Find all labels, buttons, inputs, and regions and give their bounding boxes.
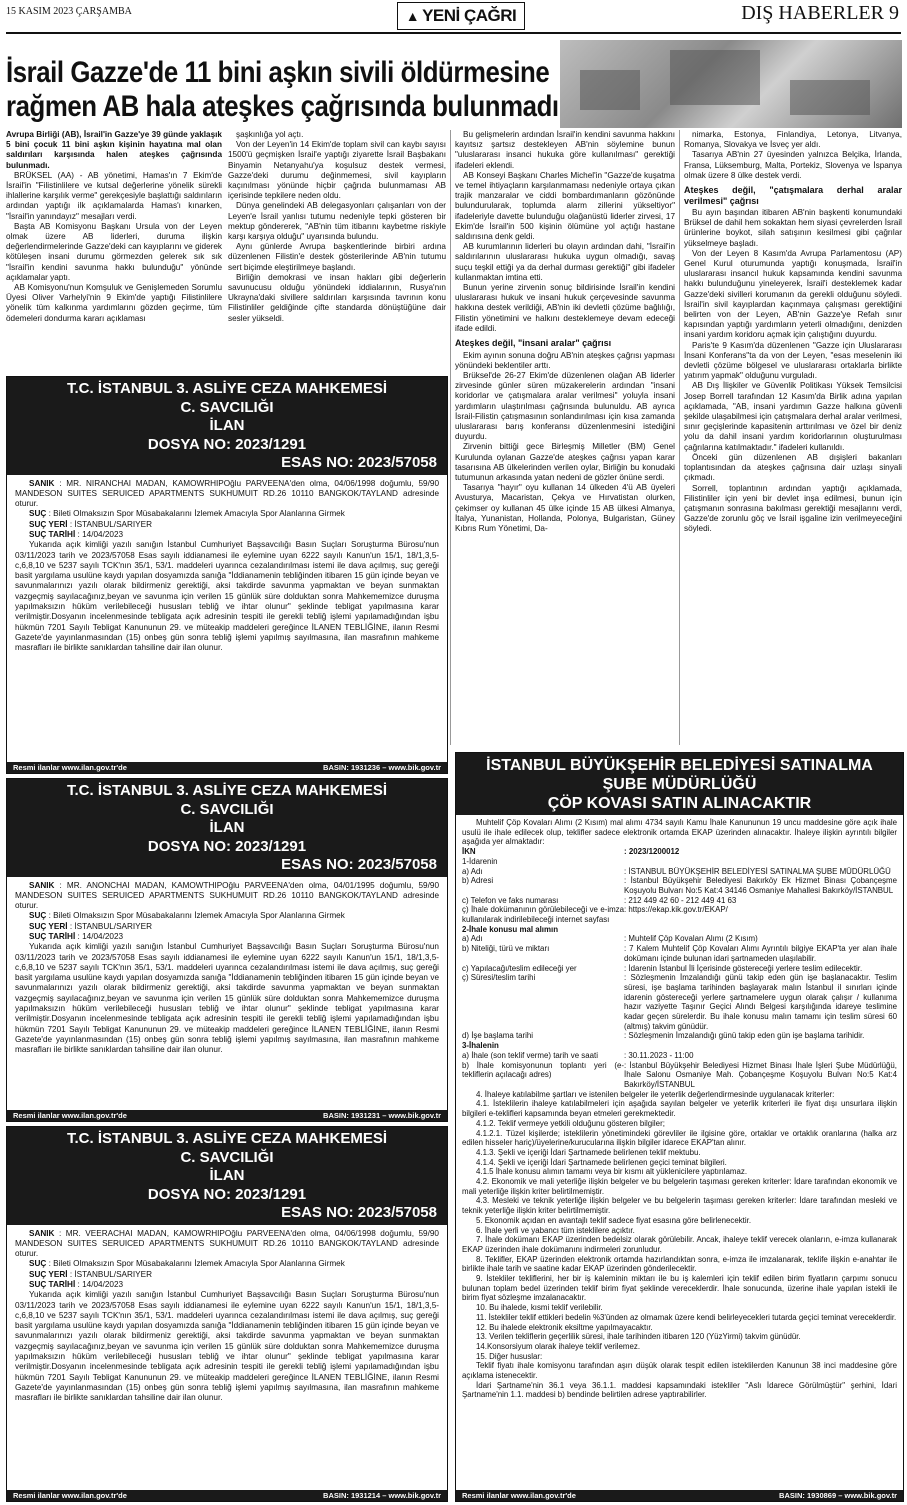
tender-dept: ŞUBE MÜDÜRLÜĞÜ — [602, 776, 757, 793]
crime: : Bileti Olmaksızın Spor Müsabakalarını İzlemek Amacıyla Spor Alanlarına Girmek — [48, 1259, 345, 1269]
article-lead: Avrupa Birliği (AB), İsrail'in Gazze'ye 39 günde yaklaşık 5 bini çocuk 11 bini aşkın kişinin hayatına mal olan saldırıları karşısında halen ateşkes çağrısında bulunmadı. — [6, 130, 222, 170]
footer-left: Resmi ilanlar www.ilan.gov.tr'de — [462, 1491, 576, 1500]
field-value: : İstanbul Büyükşehir Belediyesi Hizmet Binası İhale İşleri Şube Müdürlüğü, İhale Salonu Osmaniye Mah. Çobançeşme Koşuyolu Bulvarı No:5 Kat:4 Bakırköy/İSTANBUL — [624, 1060, 897, 1089]
crime: : Bileti Olmaksızın Spor Müsabakalarını İzlemek Amacıyla Spor Alanlarına Girmek — [48, 509, 345, 519]
newspaper-logo — [397, 2, 525, 30]
notice-case-no: ESAS NO: 2023/57058 — [281, 856, 437, 873]
tender-clause: 4.1.2.1. Tüzel kişilerde; isteklilerin yönetimindeki görevliler ile ilgisine göre, ortaklar ve ortaklık oranlarına (halka arz edilen hisseler hariç)/üyelerine/kurucularına ilişkin bilgiler idarece EKAP'tan alınır. — [462, 1128, 897, 1148]
field-label: ç) Süresi/teslim tarihi — [462, 973, 536, 983]
notice-case-no: ESAS NO: 2023/57058 — [281, 1204, 437, 1221]
tender-clauses — [462, 1090, 897, 1401]
tender-org: İSTANBUL BÜYÜKŞEHİR BELEDİYESİ SATINALMA — [486, 757, 873, 774]
article-col-2 — [228, 130, 446, 368]
field-value: : İstanbul Büyükşehir Belediyesi Bakırköy Ek Hizmet Binası Çobançeşme Koşuyolu Bulvarı No:5 Kat:4 34146 Osmaniye Mahallesi Bakırköy/İSTANBUL — [624, 876, 897, 895]
label: SUÇ YERİ — [29, 921, 68, 931]
tender-clause: 4.1. İsteklilerin ihaleye katılabilmeleri için aşağıda sayılan belgeler ve yeterlik kriterleri ile fiyat dışı unsurlara ilişkin bilgileri e-teklifleri kapsamında beyan etmeleri gerekmektedir. — [462, 1099, 897, 1119]
article-paragraph: Paris'te 9 Kasım'da düzenlenen "Gazze için Uluslararası İnsani Konferans"ta da von der Leyen, "esas meselenin iki devletli çözüme bölgesel ve uluslararası ortaklarla birlikte yatırım yapmak" olduğunu vurguladı. — [684, 340, 902, 381]
field-label: ç) İhale dokümanının görülebileceği ve e-imza kullanılarak indirilebileceği internet sayfası — [462, 905, 624, 925]
notice-type: İLAN — [209, 417, 245, 434]
tender-notice — [455, 752, 904, 1502]
notice-text: Yukarıda açık kimliği yazılı sanığın İstanbul Cumhuriyet Başsavcılığı Basın Suçları Soruşturma Bürosu'nun 03/11/2023 tarih ve 2023/57058 Esas sayılı iddianamesi ile eylemine uyan 6222 sayılı Kanun'un 15/1, 18/1,3,5-c,6,8,10 ve 5237 sayılı TCK'nın 35/1, 53/1. maddeleri uyarınca cezalandırılması istemi ile dava açılmış, suç gereği basit yargılama usulüne kaydı yapılan dosyamızda sanığa "İddianamenin tebliğinden itibaren 15 gün içinde beyan ve savunmalarınızı yazılı olarak bildirmeniz gerektiği, aksi takdirde savunma yapmaktan ve beyan sunmaktan vazgeçmiş sayılacağınız,beyan ve savunma için verilen 15 günlük süre dolduktan sonra Mahkememizce duruşma yapılmaksızın hüküm verilebileceği hususları tebliğ ve ihtar olunur" şeklinde tebligat yapılmasına karar verilmiştir.Dosyanın incelenmesinde tebligata açık adresinin tespiti ile gerekli tebliğ işlemi yapılamadığından işbu hükmün 7201 Sayılı Tebligat Kanununun 29. ve müteakip maddeleri gereğince İLANEN TEBLİĞİNE, ilanın Resmi Gazete'de yayınlanmasından (15) onbeş gün sonra tebliğ işlemi yapılmış sayılmasına, ilan masrafının mahkeme masrafları ile birlikte sanıklardan tahsiline dair ilan olunur. — [15, 942, 439, 1055]
field-label: d) İşe başlama tarihi — [462, 1031, 534, 1041]
crime-date: : 14/04/2023 — [77, 529, 124, 539]
article-paragraph: Başta AB Komisyonu Başkanı Ursula von der Leyen olmak üzere AB liderleri, duruma ilişkin değerlendirmelerinde Gazze'deki can kayıplarını ve giderek kötüleşen insani durumu görmezden gelerek sık sık "İsrail'in kendini savunma hakkı bulunduğu" yönünde açıklamalar yaptı. — [6, 221, 222, 282]
article-paragraph: Dünya genelindeki AB delegasyonları çalışanları von der Leyen'e İsrail yanlısı tutumu nedeniyle tepki gösteren bir mektup göndererek, "AB'nin tüm itibarını kaybetme riskiyle karşı karşıya olduğu" uyarısında bulundu. — [228, 201, 446, 242]
issue-date: 15 KASIM 2023 ÇARŞAMBA — [6, 6, 132, 17]
article-subheading: Ateşkes değil, "çatışmalara derhal aralar verilmesi" çağrısı — [684, 185, 902, 206]
crime-date: : 14/04/2023 — [77, 1279, 124, 1289]
ikn-value: : 2023/1200012 — [624, 847, 680, 857]
article-paragraph: Bunun yerine zirvenin sonuç bildirisinde İsrail'in kendini uluslararası hukuk ve insani hukuk çerçevesinde savunma hakkına destek verildiği, AB'nin iki devletli çözüme bağlılığı, Filistin yönetimini ve halkını desteklemeye devam edeceği ifade edildi. — [455, 283, 675, 333]
field-value: : 30.11.2023 - 11:00 — [624, 1050, 694, 1060]
notice-body — [7, 1225, 447, 1404]
label: SANIK — [29, 478, 55, 488]
tender-clause: 7. İhale dokümanı EKAP üzerinden bedelsiz olarak görülebilir. Ancak, ihaleye teklif verecek olanların, e-imza kullanarak EKAP üzerinden ihale dokümanını indirmeleri zorunludur. — [462, 1235, 897, 1254]
article-paragraph: Aynı günlerde Avrupa başkentlerinde birbiri ardına düzenlenen Filistin'e destek gösterilerinde AB'nin tutumu sert biçimde eleştirilmeye başlandı. — [228, 242, 446, 272]
article-paragraph: AB kurumlarının liderleri bu olayın ardından dahi, "İsrail'in saldırılarının uluslararası hukuka uygun olmadığı, savaş suçu teşkil ettiği ya da derhal durması gerektiği" gibi ifadeler kullanmaktan imtina etti. — [455, 242, 675, 282]
header-rule — [6, 32, 901, 34]
footer-left: Resmi ilanlar www.ilan.gov.tr'de — [13, 763, 127, 772]
notice-office: C. SAVCILIĞI — [180, 1148, 274, 1166]
field-label: c) Yapılacağı/teslim edileceği yer — [462, 963, 577, 973]
article-photo — [560, 40, 902, 128]
tender-clause: 11. İstekliler teklif ettikleri bedelin %3'ünden az olmamak üzere kendi belirleyecekleri tutarda geçici teminat vereceklerdir. — [476, 1312, 897, 1322]
field-value: : Muhtelif Çöp Kovaları Alımı (2 Kısım) — [624, 934, 758, 944]
article-col-3 — [455, 130, 675, 745]
tender-body — [456, 815, 903, 1400]
tender-clause: 4.1.5 İhale konusu alımın tamamı veya bir kısmı alt yüklenicilere yaptırılamaz. — [476, 1167, 748, 1177]
article-paragraph: Tasarıya "hayır" oyu kullanan 14 ülkeden 4'ü AB üyeleri Avusturya, Macaristan, Çekya ve Hırvatistan olurken, çekimser oy kullanan 45 ülke içinde 15 AB ülkesi Almanya, İtalya, Yunanistan, Hollanda, Polonya, Bulgaristan, Güney Kıbrıs Rum Yönetimi, Da- — [455, 483, 675, 534]
field-value: : 7 Kalem Muhtelif Çöp Kovaları Alımı Ayrıntılı bilgiye EKAP'ta yer alan ihale dokümanı içinde bulunan idari şartnameden ulaşılabilir. — [624, 944, 897, 963]
label: SANIK — [29, 1228, 55, 1238]
defendant: : MR. ANONCHAI MADAN, KAMOWTHIPOğlu PARVEENA'den olma, 04/01/1995 doğumlu, 59/90 MANDESON SUITES SERUICED APARTMENTS SUKHUMUIT RD.26 10110 BANGKOK/TAYLAND adresinde oturur. — [15, 880, 439, 911]
tender-subject: ÇÖP KOVASI SATIN ALINACAKTIR — [547, 795, 812, 812]
tender-clause: 14.Konsorsiyum olarak ihaleye teklif verilemez. — [476, 1341, 641, 1351]
section-heading: 1-İdarenin — [462, 856, 498, 866]
headline-line-1: İsrail Gazze'de 11 bini aşkın sivili öldürmesine — [6, 56, 550, 89]
flame-icon: ▲ — [405, 8, 420, 24]
notice-heading — [7, 779, 447, 877]
ikn-label: İKN — [462, 847, 476, 857]
court-notice-3 — [6, 1126, 448, 1502]
tender-heading — [456, 753, 903, 815]
footer-right: BASIN: 1930869 – www.bik.gov.tr — [779, 1491, 897, 1500]
notice-heading — [7, 1127, 447, 1225]
footer-right: BASIN: 1931231 – www.bik.gov.tr — [323, 1111, 441, 1120]
notice-office: C. SAVCILIĞI — [180, 800, 274, 818]
article-paragraph: BRÜKSEL (AA) - AB yönetimi, Hamas'ın 7 Ekim'de İsrail'in "Filistinlilere ve kutsal değerlerine yönelik sürekli ihlallerine karşılık verme" gerekçesiyle başlattığı saldırıların ardından yaptığı ilk açıklamalarda Hamas'ı kınarken, "İsrail'in yanındayız" mesajları verdi. — [6, 170, 222, 221]
field-label: b) Adresi — [462, 876, 494, 886]
notice-body — [7, 877, 447, 1056]
tender-clause: 4.2. Ekonomik ve mali yeterliğe ilişkin belgeler ve bu belgelerin taşıması gereken kriterler: İdare tarafından ekonomik ve mali yeterliğe ilişkin kriter belirtilmemiştir. — [462, 1177, 897, 1196]
crime-place: : İSTANBUL/SARIYER — [69, 519, 153, 529]
tender-intro: Muhtelif Çöp Kovaları Alımı (2 Kısım) mal alımı 4734 sayılı Kamu İhale Kanununun 19 uncu maddesine göre açık ihale usulü ile ihale edilecek olup, teklifler sadece elektronik ortamda EKAP üzerinden alınacaktır. İhaleye ilişkin ayrıntılı bilgiler aşağıda yer almaktadır: — [462, 818, 897, 847]
headline-line-2: rağmen AB hala ateşkes çağrısında bulunmadı — [6, 90, 559, 123]
tender-clause: 4.1.2. Teklif vermeye yetkili olduğunu gösteren bilgiler; — [476, 1118, 665, 1128]
defendant: : MR. VEERACHAI MADAN, KAMOWRHIPOğlu PARVEENA'den olma, 04/06/1998 doğumlu, 59/90 MANDESON SUITES SERUICED APARTMENTS SUKHUMUIT RD.26 10110 BANGKOK/TAYLAND adresinde oturur. — [15, 1228, 439, 1259]
footer-left: Resmi ilanlar www.ilan.gov.tr'de — [13, 1111, 127, 1120]
notice-text: Yukarıda açık kimliği yazılı sanığın İstanbul Cumhuriyet Başsavcılığı Basın Suçları Soruşturma Bürosu'nun 03/11/2023 tarih ve 2023/57058 Esas sayılı iddianamesi ile eylemine uyan 6222 sayılı Kanun'un 15/1, 18/1,3,5-c,6,8,10 ve 5237 sayılı TCK'nın 35/1, 53/1. maddeleri uyarınca cezalandırılması istemi ile dava açılmış, suç gereği basit yargılama usulüne kaydı yapılan dosyamızda sanığa "İddianamenin tebliğinden itibaren 15 gün içinde beyan ve savunmalarınızı yazılı olarak bildirmeniz gerektiği, aksi takdirde savunma yapmaktan ve beyan sunmaktan vazgeçmiş sayılacağınız,beyan ve savunma için verilen 15 günlük süre dolduktan sonra Mahkememizce duruşma yapılmaksızın hüküm verilebileceği hususları tebliğ ve ihtar olunur" şeklinde tebligat yapılmasına karar verilmiştir.Dosyanın incelenmesinde tebligata açık adresinin tespiti ile gerekli tebliğ işlemi yapılamadığından işbu hükmün 7201 Sayılı Tebligat Kanununun 29. ve müteakip maddeleri gereğince İLANEN TEBLİĞİNE, ilanın Resmi Gazete'de yayınlanmasından (15) onbeş gün sonra tebliğ işlemi yapılmış sayılmasına, ilan masrafının mahkeme masrafları ile birlikte sanıklardan tahsiline dair ilan olunur. — [15, 540, 439, 653]
notice-court: T.C. İSTANBUL 3. ASLİYE CEZA MAHKEMESİ — [66, 782, 388, 799]
tender-clause: 4.1.3. Şekli ve içeriği İdari Şartnamede belirlenen teklif mektubu. — [476, 1147, 701, 1157]
column-divider — [450, 130, 451, 745]
label: SUÇ — [29, 911, 47, 921]
article-subheading: Ateşkes değil, "insani aralar" çağrısı — [455, 338, 612, 349]
footer-right: BASIN: 1931214 – www.bik.gov.tr — [323, 1491, 441, 1500]
tender-clause: 8. Teklifler, EKAP üzerinden elektronik ortamda hazırlandıktan sonra, e-imza ile imzalanarak, teklife ilişkin e-anahtar ile birlikte ihale tarih ve saatine kadar EKAP üzerinden gönderilecektir. — [462, 1254, 897, 1274]
article-paragraph: Zirvenin bittiği gece Birleşmiş Milletler (BM) Genel Kurulunda oylanan Gazze'de ateşkes çağrısı yapan karar tasarısına AB ülkelerinden verilen oylar, Birliğin bu konudaki tutumunun arkasında yatan nedeni de gözler önüne serdi. — [455, 442, 675, 482]
notice-footer — [7, 1490, 447, 1501]
notice-heading — [7, 377, 447, 475]
notice-footer — [7, 1110, 447, 1121]
field-label: b) İhale komisyonunun toplantı yeri (e-tekliflerin açılacağı adres) — [462, 1060, 624, 1080]
crime-place: : İSTANBUL/SARIYER — [69, 921, 153, 931]
article-paragraph: Birliğin demokrasi ve insan hakları gibi değerlerin savunucusu olduğu yönündeki iddialarının, Rusya'nın Ukrayna'daki sivillere saldırıları karşısında tavrının konu Filistinliler geldiğinde çifte standarda dönüştüğüne dair sesler yükseldi. — [228, 272, 446, 323]
article-paragraph: nimarka, Estonya, Finlandiya, Letonya, Litvanya, Romanya, Slovakya ve İsveç yer aldı. — [684, 130, 902, 150]
tender-clause: 6. İhale yerli ve yabancı tüm isteklilere açıktır. — [476, 1225, 635, 1235]
article-paragraph: Bu ayın başından itibaren AB'nin başkenti konumundaki Brüksel de dahil hem sokaktan hem siyasi çevrelerden İsrail ürünlerine boykot, silah satışının kesilmesi gibi çağrılar yükselmeye başladı. — [684, 208, 902, 248]
article-col-1 — [6, 130, 222, 368]
notice-text: Yukarıda açık kimliği yazılı sanığın İstanbul Cumhuriyet Başsavcılığı Basın Suçları Soruşturma Bürosu'nun 03/11/2023 tarih ve 2023/57058 Esas sayılı iddianamesi ile eylemine uyan 6222 sayılı Kanun'un 15/1, 18/1,3,5-c,6,8,10 ve 5237 sayılı TCK'nın 35/1, 53/1. maddeleri uyarınca cezalandırılması istemi ile dava açılmış, suç gereği basit yargılama usulüne kaydı yapılan dosyamızda sanığa "İddianamenin tebliğinden itibaren 15 gün içinde beyan ve savunmalarınızı yazılı olarak bildirmeniz gerektiği, aksi takdirde savunma yapmaktan ve beyan sunmaktan vazgeçmiş sayılacağınız,beyan ve savunma için verilen 15 günlük süre dolduktan sonra Mahkememizce duruşma yapılmaksızın hüküm verilebileceği hususları tebliğ ve ihtar olunur" şeklinde tebligat yapılmasına karar verilmiştir.Dosyanın incelenmesinde tebligata açık adresinin tespiti ile gerekli tebliğ işlemi yapılamadığından işbu hükmün 7201 Sayılı Tebligat Kanununun 29. ve müteakip maddeleri gereğince İLANEN TEBLİĞİNE, ilanın Resmi Gazete'de yayınlanmasından (15) onbeş gün sonra tebliğ işlemi yapılmış sayılmasına, ilan masrafının mahkeme masrafları ile birlikte sanıklardan tahsiline dair ilan olunur. — [15, 1290, 439, 1403]
article-col-4 — [684, 130, 902, 745]
field-value: : 212 449 42 60 - 212 449 41 63 — [624, 895, 737, 905]
field-label: a) Adı — [462, 934, 483, 944]
crime: : Bileti Olmaksızın Spor Müsabakalarını İzlemek Amacıyla Spor Alanlarına Girmek — [48, 911, 345, 921]
notice-court: T.C. İSTANBUL 3. ASLİYE CEZA MAHKEMESİ — [66, 1130, 388, 1147]
label: SUÇ TARİHİ — [29, 1279, 76, 1289]
notice-case-no: ESAS NO: 2023/57058 — [281, 454, 437, 471]
label: SANIK — [29, 880, 55, 890]
article-paragraph: şaşkınlığa yol açtı. — [236, 130, 304, 139]
notice-office: C. SAVCILIĞI — [180, 398, 274, 416]
label: SUÇ TARİHİ — [29, 529, 76, 539]
field-value: : İSTANBUL BÜYÜKŞEHİR BELEDİYESİ SATINALMA ŞUBE MÜDÜRLÜĞÜ — [624, 866, 891, 876]
crime-place: : İSTANBUL/SARIYER — [69, 1269, 153, 1279]
article-paragraph: Sorrell, toplantının ardından yaptığı açıklamada, Filistinliler için yeni bir devlet inşa edilmesi, bunun için çatışmanın sonrasına bakılması gerektiği mesajlarını verdi, Gazze'de zorunlu göç ve İsrail işgaline izin verilmeyeceğini söyledi. — [684, 483, 902, 534]
tender-clause: 9. İstekliler tekliflerini, her bir iş kaleminin miktarı ile bu iş kalemleri için teklif edilen birim fiyatların çarpımı sonucu bulunan toplam bedel üzerinden teklif birim fiyat şeklinde vereceklerdir. İhale sonucunda, üzerine ihale yapılan istekli ile birim fiyat sözleşme imzalanacaktır. — [462, 1274, 897, 1303]
label: SUÇ YERİ — [29, 519, 68, 529]
notice-court: T.C. İSTANBUL 3. ASLİYE CEZA MAHKEMESİ — [66, 380, 388, 397]
tender-clause: 4.1.4. Şekli ve içeriği İdari Şartnamede belirlenen geçici teminat bilgileri. — [476, 1157, 727, 1167]
notice-file-no: DOSYA NO: 2023/1291 — [147, 837, 307, 855]
defendant: : MR. NIRANCHAI MADAN, KAMOWRHIPOğlu PARVEENA'den olma, 04/06/1998 doğumlu, 59/90 MANDESON SUITES SERUICED APARTMENTS SUKHUMUIT RD.26 10110 BANGKOK/TAYLAND adresinde oturur. — [15, 478, 439, 509]
article-paragraph: Ekim ayının sonuna doğru AB'nin ateşkes çağrısı yapması yönündeki beklentiler arttı. — [455, 350, 675, 370]
section-heading: 2-İhale konusu mal alımın — [462, 924, 559, 934]
tender-clause: 5. Ekonomik açıdan en avantajlı teklif sadece fiyat esasına göre belirlenecektir. — [476, 1215, 752, 1225]
notice-type: İLAN — [209, 1167, 245, 1184]
tender-clause: Teklif fiyatı ihale komisyonu tarafından aşırı düşük olarak tespit edilen isteklilerden Kanunun 38 inci maddesine göre açıklama istenecektir. — [462, 1361, 897, 1381]
article-paragraph: Von der Leyen 8 Kasım'da Avrupa Parlamentosu (AP) Genel Kurul oturumunda yaptığı konuşmada, İsrail'in uluslararası insancıl hukuk kapsamında kendini savunma hakkı bulunduğunu yineleyerek, İsrail'i desteklemek kadar Gazze'deki sivilleri korumanın da gerekli olduğunu söyledi. İsrail'in sivil kayıplardan kaçınmaya çalışması gerektiğini belirten von der Leyen, AB'nin Gazze'ye Refah sınır kapısından yaptığı yardımların yeterli olmadığını, denizden insani yardım koridoru açmak için çalıştığını duyurdu. — [684, 248, 902, 340]
tender-clause: 12. Bu ihalede elektronik eksiltme yapılmayacaktır. — [476, 1322, 653, 1332]
article-paragraph: AB Komisyonu'nun Komşuluk ve Genişlemeden Sorumlu Üyesi Oliver Varhelyi'nin 9 Ekim'de yaptığı Filistinlilere yönelik tüm kalkınma yardımlarını gözden geçirme, tüm ödemeleri dondurma kararı açıklaması — [6, 283, 222, 323]
field-value: : https://ekap.kik.gov.tr/EKAP/ — [624, 905, 728, 915]
headline — [6, 56, 559, 124]
notice-file-no: DOSYA NO: 2023/1291 — [147, 435, 307, 453]
logo-text: YENİ ÇAĞRI — [422, 6, 517, 25]
tender-clause: 13. Verilen tekliflerin geçerlilik süresi, ihale tarihinden itibaren 120 (YüzYirmi) takvim günüdür. — [476, 1332, 801, 1342]
court-notice-1 — [6, 376, 448, 774]
article-paragraph: Von der Leyen'in 14 Ekim'de toplam sivil can kaybı sayısı 1500'ü geçmişken İsrail'e yaptığı ziyarette İsrail Başbakanı Binyamin Netanyahu'ya koşulsuz destek vermesi, Gazze'deki durumu değinmemesi, sivil kayıpların kaçınılması yönünde hiçbir çağrıda bulunmaması AB içerisinde tepkilere neden oldu. — [228, 140, 446, 201]
label: SUÇ — [29, 1259, 47, 1269]
tender-clause: 15. Diğer hususlar: — [476, 1351, 543, 1361]
article-paragraph: AB Konseyi Başkanı Charles Michel'in "Gazze'de kuşatma ve temel ihtiyaçların karşılanmaması nedeniyle ortaya çıkan trajik manzaralar ve ciddi bombardımanların gözönünde bulundurularak, toplumda alarm zillerini yükseltiyor" ifadeleriyle davette bulunduğu olağanüstü liderler zirvesi, 17 Ekim'de İsrail'in 500 kişinin ölümüne yol açtığı hastane saldırısına denk geldi. — [455, 170, 675, 242]
notice-body — [7, 475, 447, 654]
article-paragraph: Önceki gün düzenlenen AB dışişleri bakanları toplantısından da ateşkes çağrısına dair uzlaşı sinyali çıkmadı. — [684, 452, 902, 483]
field-label: c) Telefon ve faks numarası — [462, 895, 559, 905]
field-label: a) Adı — [462, 866, 483, 876]
article-paragraph: AB Dış İlişkiler ve Güvenlik Politikası Yüksek Temsilcisi Josep Borrell tarafından 12 Kasım'da Birlik adına yapılan açıklamada, "AB, insani yardımın Gazze halkına güvenli şekilde ulaşabilmesi için çatışmalara derhal aralar verilmesi, sınır geçişlerinde kapasitenin arttırılması ve özel bir deniz yolu da dahil insani yardım koridorlarının oluşturulması çağrılarına katılmaktadır." ifadeleri kullanıldı. — [684, 381, 902, 452]
column-divider — [679, 130, 680, 745]
article-paragraph: Tasarıya AB'nin 27 üyesinden yalnızca Belçika, İrlanda, Fransa, Lüksemburg, Malta, Portekiz, Slovenya ve İspanya olmak üzere 8 ülke destek verdi. — [684, 150, 902, 180]
footer-right: BASIN: 1931236 – www.bik.gov.tr — [323, 763, 441, 772]
footer-left: Resmi ilanlar www.ilan.gov.tr'de — [13, 1491, 127, 1500]
article-paragraph: Bu gelişmelerin ardından İsrail'in kendini savunma hakkını kayıtsız şartsız destekleyen AB'nin söylemine bunun "uluslararası insanci hukuka göre kullanılması" gerektiği ifadeleri eklendi. — [455, 130, 675, 170]
section-title: DIŞ HABERLER 9 — [741, 2, 899, 24]
field-value: : Sözleşmenin İmzalandığı günü takip eden gün işe başlanacaktır. Teslim süresi, işe başlama tarihinden başlayarak malın İstanbul il sınırları içinde idarenin göstereceği yerlere şartnamelere uygun olarak çalışır / kullanıma hazır vaziyette Taşınır Geçici Alındı Belgesi karşılığında idareye teslimine kadar geçen sürelerdir. Bu ihale konusu malın tamamı için teslim süresi 60 (altmış) takvim günüdür. — [624, 973, 897, 1031]
tender-clause: İdari Şartname'nin 36.1 veya 36.1.1. maddesi kapsamındaki istekliler "Aslı İdarece Görülmüştür" şerhini, İdari Şartname'nin 1.1. maddesi b) bendinde belirtilen adrese yaptırabilirler. — [462, 1380, 897, 1400]
article-paragraph: Brüksel'de 26-27 Ekim'de düzenlenen olağan AB liderler zirvesinde günler süren müzakerelerin ardından "insani koridorlar ve çatışmalara aralar verilmesi" yoluyla insani yardımların ulaştırılması çağrısında bulunuldu. AB ayrıca İsrail-Filistin çatışmasının sonlandırılması için kısa zamanda uluslararası barış konferansı düzenlenmesini istediğini duyurdu. — [455, 370, 675, 442]
field-value: : Sözleşmenin İmzalandığı günü takip eden gün işe başlama tarihidir. — [624, 1031, 865, 1041]
tender-clause: 4.3. Mesleki ve teknik yeterliğe ilişkin belgeler ve bu belgelerin taşıması gereken kriterler: İdare tarafından mesleki ve teknik yeterliğe ilişkin kriter belirtilmemiştir. — [462, 1196, 897, 1216]
tender-footer — [456, 1490, 903, 1501]
label: SUÇ — [29, 509, 47, 519]
section-heading: 3-İhalenin — [462, 1041, 499, 1051]
label: SUÇ YERİ — [29, 1269, 68, 1279]
label: SUÇ TARİHİ — [29, 931, 76, 941]
notice-type: İLAN — [209, 819, 245, 836]
notice-file-no: DOSYA NO: 2023/1291 — [147, 1185, 307, 1203]
notice-footer — [7, 762, 447, 773]
crime-date: : 14/04/2023 — [77, 931, 124, 941]
field-label: a) İhale (son teklif verme) tarih ve saati — [462, 1050, 598, 1060]
tender-clause: 4. İhaleye katılabilme şartları ve istenilen belgeler ile yeterlik değerlendirmesinde uygulanacak kriterler: — [476, 1089, 835, 1099]
field-label: b) Niteliği, türü ve miktarı — [462, 944, 550, 954]
court-notice-2 — [6, 778, 448, 1122]
field-value: : İdarenin İstanbul İli İçerisinde göstereceği yerlere teslim edilecektir. — [624, 963, 863, 973]
tender-clause: 10. Bu ihalede, kısmi teklif verilebilir. — [476, 1303, 603, 1313]
